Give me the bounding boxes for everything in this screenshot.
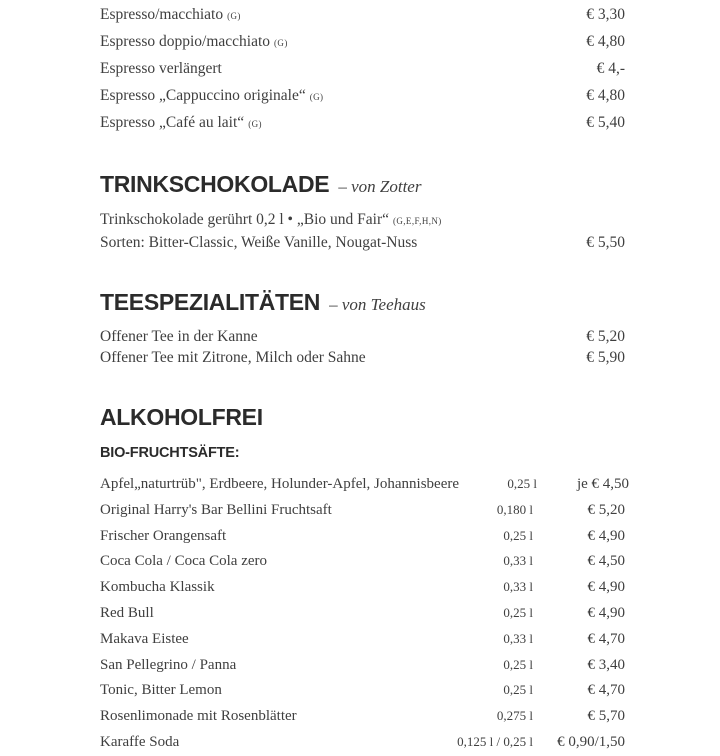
item-price: € 5,40 (586, 114, 625, 131)
item-name: Coca Cola / Coca Cola zero (100, 553, 268, 570)
item-volume: 0,275 l (496, 708, 533, 724)
item-volume: 0,25 l (507, 476, 538, 491)
item-name: Offener Tee mit Zitrone, Milch oder Sahne (100, 349, 366, 366)
item-name-cell (100, 83, 565, 110)
description-text: Trinkschokolade gerührt 0,2 l • „Bio und Fair“ (100, 211, 389, 228)
item-volume: 0,33 l (503, 553, 533, 569)
description-text: Sorten: Bitter-Classic, Weiße Vanille, Nougat-Nuss (100, 234, 418, 251)
section-subtitle: – von Teehaus (329, 295, 426, 314)
item-name: Frischer Orangensaft (100, 527, 227, 544)
menu-item-row (100, 29, 625, 56)
item-volume: 0,33 l (503, 579, 533, 595)
item-name: San Pellegrino / Panna (100, 656, 237, 673)
item-name: Karaffe Soda (100, 733, 180, 750)
section-items (100, 326, 625, 368)
menu-item-row (100, 56, 625, 83)
menu-item-row (100, 523, 625, 549)
section-items (100, 471, 630, 755)
item-name: Makava Eistee (100, 630, 189, 647)
item-price: € 4,80 (586, 33, 625, 50)
item-price: € 4,90 (587, 527, 625, 544)
menu-item-row (100, 2, 625, 29)
item-name: Espresso „Cappuccino originale“ (100, 87, 306, 104)
section-subtitle: – von Zotter (338, 177, 422, 196)
item-price: € 5,50 (586, 234, 625, 251)
item-price: € 3,30 (586, 6, 625, 23)
item-name: Rosenlimonade mit Rosenblätter (100, 708, 297, 725)
menu-item-row (100, 703, 625, 729)
item-name: Kombucha Klassik (100, 579, 215, 596)
allergen-code: (G) (227, 11, 241, 21)
menu-item-row (100, 600, 625, 626)
menu-item-row (100, 110, 625, 137)
item-name-cell (100, 29, 565, 56)
allergen-code: (G,E,F,H,N) (392, 216, 442, 226)
item-name-cell (100, 56, 565, 83)
subsection-heading: BIO-FRUCHTSÄFTE: (100, 445, 240, 461)
section-title: TEESPEZIALITÄTEN (100, 289, 321, 315)
item-volume: 0,25 l (503, 682, 533, 698)
menu-item-row (100, 471, 630, 497)
item-name-cell (100, 2, 565, 29)
trinkschokolade-section (100, 169, 625, 253)
item-name: Original Harry's Bar Bellini Fruchtsaft (100, 501, 332, 518)
menu-item-row (100, 652, 625, 678)
allergen-code: (G) (309, 92, 324, 102)
item-volume: 0,125 l / 0,25 l (457, 733, 533, 749)
espresso-section (100, 2, 625, 137)
item-price: € 4,80 (586, 87, 625, 104)
section-title: TRINKSCHOKOLADE (100, 171, 330, 197)
item-price: € 5,70 (587, 708, 625, 725)
item-price: € 4,70 (587, 682, 625, 699)
menu-item-row (100, 677, 625, 703)
item-volume: 0,25 l (503, 656, 533, 672)
item-price: € 5,20 (587, 501, 625, 518)
section-heading (100, 169, 625, 203)
teespezialitaeten-section (100, 287, 625, 368)
item-price: € 3,40 (587, 656, 625, 673)
item-name: Apfel„naturtrüb", Erdbeere, Holunder-Apfel, Johannisbeere (100, 476, 460, 492)
item-name: Tonic, Bitter Lemon (100, 682, 222, 699)
item-volume: 0,180 l (496, 501, 533, 517)
item-price: € 4,50 (587, 553, 625, 570)
item-name: Offener Tee in der Kanne (100, 328, 258, 345)
menu-item-row (100, 83, 625, 110)
menu-item-row (100, 497, 625, 523)
item-volume: 0,33 l (503, 630, 533, 646)
item-name: Red Bull (100, 604, 154, 621)
menu-item-row (100, 347, 625, 368)
menu-item-row (100, 326, 625, 347)
allergen-code: (G) (274, 38, 288, 48)
item-volume: 0,25 l (503, 527, 533, 543)
section-description (100, 209, 625, 253)
item-name: Espresso doppio/macchiato (100, 33, 271, 50)
item-price: € 5,90 (586, 349, 625, 366)
menu-item-row (100, 548, 625, 574)
section-heading (100, 287, 625, 321)
item-name: Espresso „Café au lait“ (100, 114, 245, 131)
section-heading (100, 401, 625, 437)
menu-item-row (100, 729, 625, 755)
item-name: Espresso/macchiato (100, 6, 224, 23)
menu-item-row (100, 626, 625, 652)
alkoholfrei-section (100, 401, 630, 755)
section-title: ALKOHOLFREI (100, 404, 263, 430)
allergen-code: (G) (248, 119, 262, 129)
menu-item-row (100, 232, 625, 253)
item-volume: 0,25 l (503, 604, 533, 620)
item-price: € 4,- (596, 60, 625, 77)
description-line (100, 209, 625, 232)
item-price: € 4,90 (587, 579, 625, 596)
item-name-cell (100, 110, 565, 137)
item-price: je € 4,50 (576, 476, 630, 492)
item-price: € 4,90 (587, 604, 625, 621)
item-name: Espresso verlängert (100, 60, 222, 77)
item-price: € 5,20 (586, 328, 625, 345)
item-price: € 0,90/1,50 (557, 733, 625, 750)
item-price: € 4,70 (587, 630, 625, 647)
menu-item-row (100, 574, 625, 600)
